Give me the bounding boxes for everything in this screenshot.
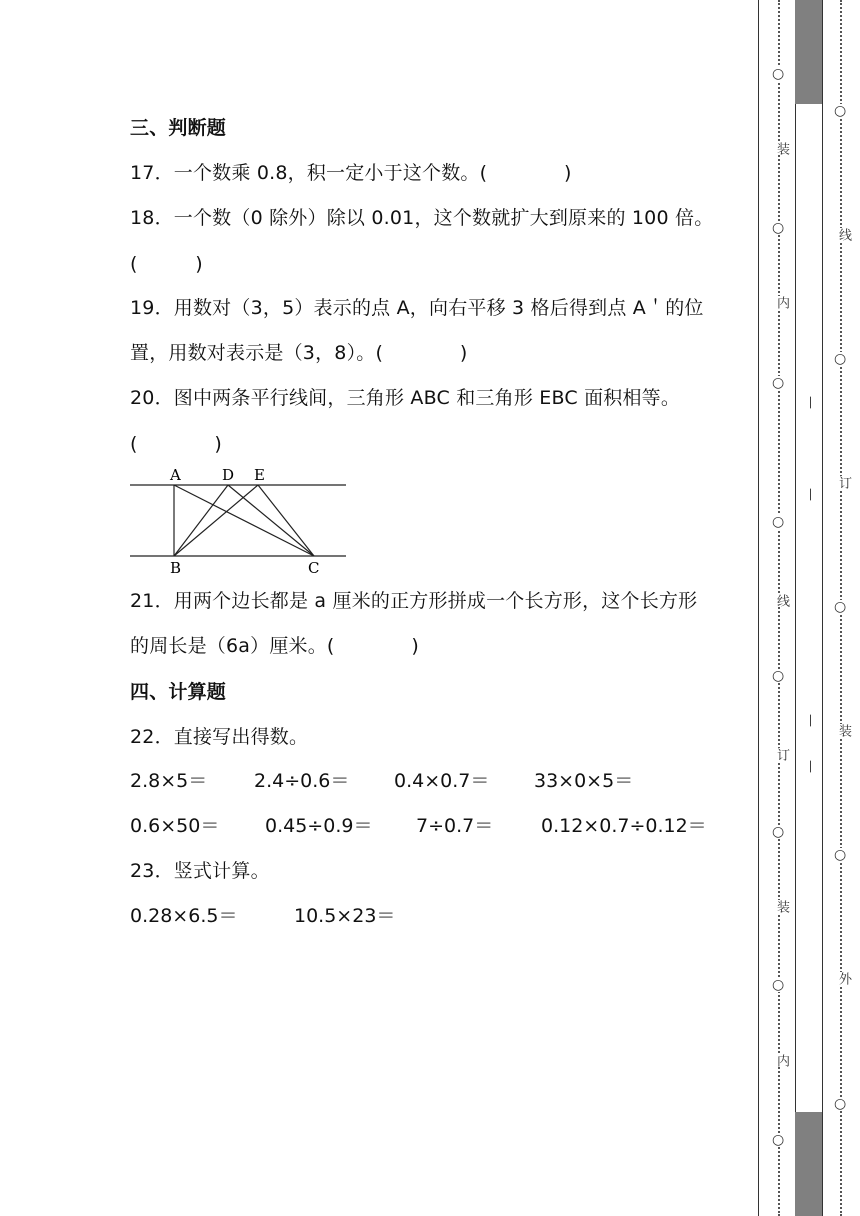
circle-marker: ○ xyxy=(834,351,847,367)
section-4-heading: 四、计算题 xyxy=(130,681,227,703)
inner-label: 装 xyxy=(774,142,789,155)
outer-label: 装 xyxy=(836,724,851,737)
outer-label: 订 xyxy=(836,476,851,489)
circle-marker: ○ xyxy=(772,66,785,82)
segment-db xyxy=(174,485,228,556)
inner-label: 装 xyxy=(774,900,789,913)
inner-label: 线 xyxy=(774,594,789,607)
outer-label: 外 xyxy=(836,972,851,985)
question-18-answer-blank: ( ) xyxy=(130,253,203,275)
middle-mark: — xyxy=(803,488,818,501)
margin-border-outer xyxy=(822,0,823,1216)
parallel-lines-figure xyxy=(130,462,350,578)
segment-ac xyxy=(174,485,314,556)
inner-label: 内 xyxy=(774,1054,789,1067)
calc-item: 0.12×0.7÷0.12＝ xyxy=(541,815,707,837)
circle-marker: ○ xyxy=(772,824,785,840)
question-21-line-2: 的周长是（6a）厘米。( ) xyxy=(130,635,419,657)
calc-item: 0.4×0.7＝ xyxy=(394,770,490,792)
calc-item: 0.45÷0.9＝ xyxy=(265,815,373,837)
calc-item: 2.8×5＝ xyxy=(130,770,208,792)
middle-mark: — xyxy=(803,396,818,409)
circle-marker: ○ xyxy=(772,375,785,391)
circle-marker: ○ xyxy=(772,668,785,684)
circle-marker: ○ xyxy=(772,1132,785,1148)
point-e-label: E xyxy=(254,466,265,484)
segment-eb xyxy=(174,485,258,556)
segment-ec xyxy=(258,485,314,556)
circle-marker: ○ xyxy=(834,1096,847,1112)
calc-item: 0.6×50＝ xyxy=(130,815,220,837)
calc-item: 7÷0.7＝ xyxy=(416,815,494,837)
question-21-line-1: 21．用两个边长都是 a 厘米的正方形拼成一个长方形，这个长方形 xyxy=(130,590,698,612)
margin-shade-top xyxy=(795,0,822,104)
question-20-answer-blank: ( ) xyxy=(130,433,223,455)
point-a-label: A xyxy=(170,466,181,484)
question-17: 17．一个数乘 0.8，积一定小于这个数。( ) xyxy=(130,162,572,184)
margin-shade-bottom xyxy=(795,1112,822,1216)
question-23: 23．竖式计算。 xyxy=(130,860,270,882)
circle-marker: ○ xyxy=(772,514,785,530)
question-18-line-1: 18．一个数（0 除外）除以 0.01，这个数就扩大到原来的 100 倍。 xyxy=(130,207,714,229)
inner-label: 内 xyxy=(774,296,789,309)
circle-marker: ○ xyxy=(772,977,785,993)
calc-item: 10.5×23＝ xyxy=(294,905,396,927)
circle-marker: ○ xyxy=(772,220,785,236)
circle-marker: ○ xyxy=(834,103,847,119)
section-3-heading: 三、判断题 xyxy=(130,117,227,139)
question-20-line-1: 20．图中两条平行线间，三角形 ABC 和三角形 EBC 面积相等。 xyxy=(130,387,681,409)
calc-item: 2.4÷0.6＝ xyxy=(254,770,350,792)
inner-cut-line xyxy=(778,0,780,1216)
segment-dc xyxy=(228,485,314,556)
inner-label: 订 xyxy=(774,748,789,761)
circle-marker: ○ xyxy=(834,599,847,615)
question-19-line-2: 置，用数对表示是（3，8）。( ) xyxy=(130,342,468,364)
point-d-label: D xyxy=(222,466,235,484)
circle-marker: ○ xyxy=(834,847,847,863)
point-c-label: C xyxy=(308,559,320,577)
calc-item: 0.28×6.5＝ xyxy=(130,905,238,927)
point-b-label: B xyxy=(170,559,182,577)
outer-label: 线 xyxy=(836,228,851,241)
middle-mark: — xyxy=(803,760,818,773)
margin-border-left xyxy=(758,0,759,1216)
question-19-line-1: 19．用数对（3，5）表示的点 A，向右平移 3 格后得到点 A＇的位 xyxy=(130,297,704,319)
margin-border-inner xyxy=(795,0,796,1216)
question-22: 22．直接写出得数。 xyxy=(130,726,309,748)
calc-item: 33×0×5＝ xyxy=(534,770,634,792)
middle-mark: — xyxy=(803,714,818,727)
